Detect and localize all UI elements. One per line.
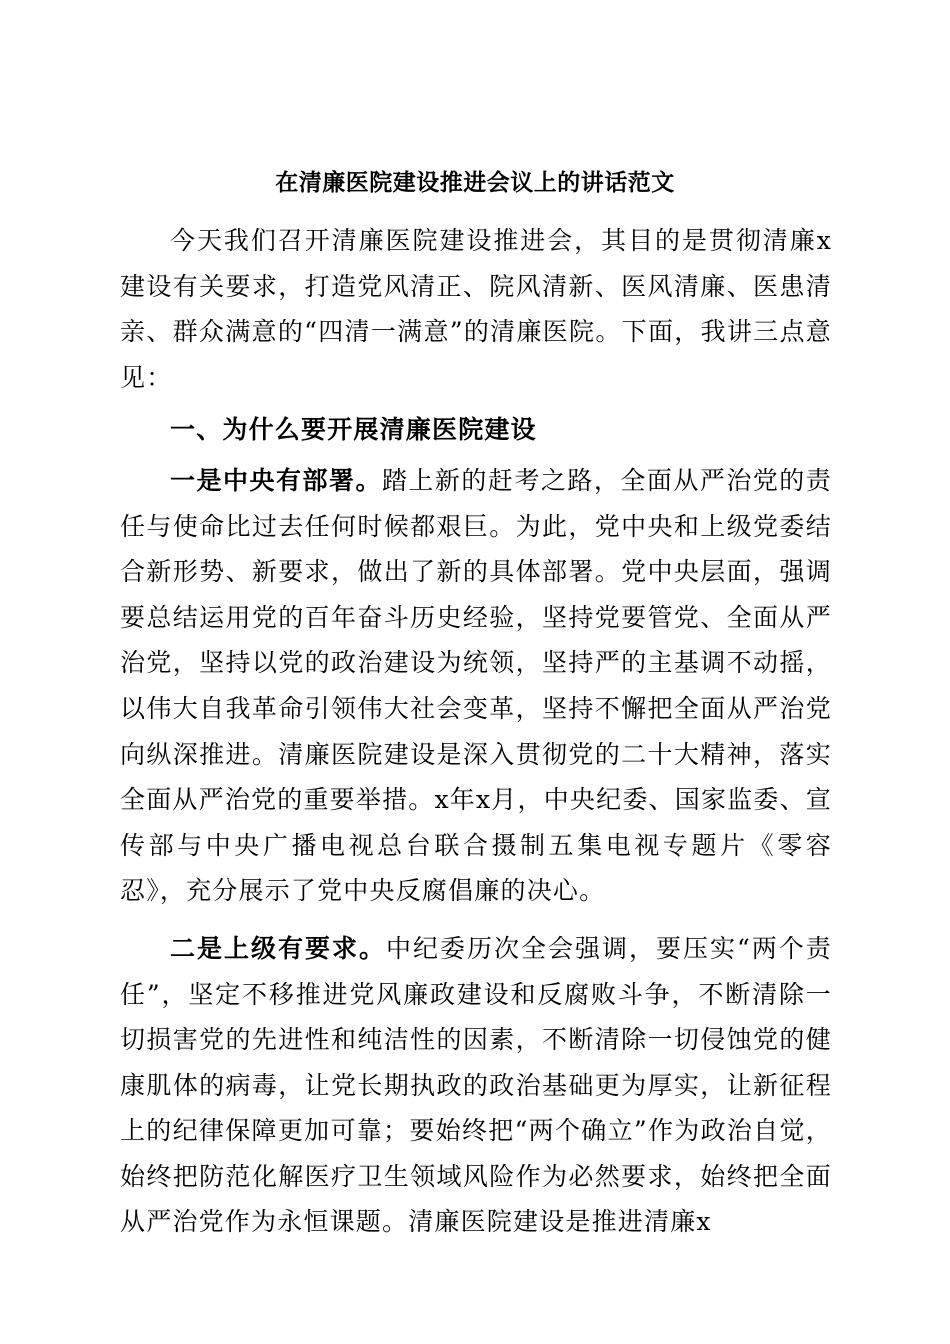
section-heading: 一、为什么要开展清廉医院建设 [170, 415, 537, 445]
point-one-text: 踏上新的赶考之路，全面从严治党的责任与使命比过去任何时候都艰巨。为此，党中央和上级党委结合新形势、新要求，做出了新的具体部署。党中央层面，强调要总结运用党的百年奋斗历史经验，坚持党要管党、全面从严治党，坚持以党的政治建设为统领，坚持严的主基调不动摇，以伟大自我革命引领伟大社会变革，坚持不懈把全面从严治党向纵深推进。清廉医院建设是深入贯彻党的二十大精神，落实全面从严治党的重要举措。x年x月，中央纪委、国家监委、宣传部与中央广播电视总台联合摄制五集电视专题片《零容忍》，充分展示了党中央反腐倡廉的决心。 [120, 465, 832, 906]
document-body [120, 218, 832, 1245]
page-title: 在清廉医院建设推进会议上的讲话范文 [275, 169, 675, 196]
point-one-paragraph [120, 458, 832, 914]
intro-paragraph: 今天我们召开清廉医院建设推进会，其目的是贯彻清廉x建设有关要求，打造党风清正、院风清新、医风清廉、医患清亲、群众满意的“四清一满意”的清廉医院。下面，我讲三点意见： [120, 226, 832, 392]
point-one-lead: 一是中央有部署。 [170, 465, 382, 495]
point-two-paragraph [120, 926, 832, 1245]
point-two-lead: 二是上级有要求。 [170, 933, 387, 963]
point-two-text: 中纪委历次全会强调，要压实“两个责任”，坚定不移推进党风廉政建设和反腐败斗争，不断清除一切损害党的先进性和纯洁性的因素，不断清除一切侵蚀党的健康肌体的病毒，让党长期执政的政治基础更为厚实，让新征程上的纪律保障更加可靠；要始终把“两个确立”作为政治自觉，始终把防范化解医疗卫生领域风险作为必然要求，始终把全面从严治党作为永恒课题。清廉医院建设是推进清廉x [120, 933, 832, 1237]
